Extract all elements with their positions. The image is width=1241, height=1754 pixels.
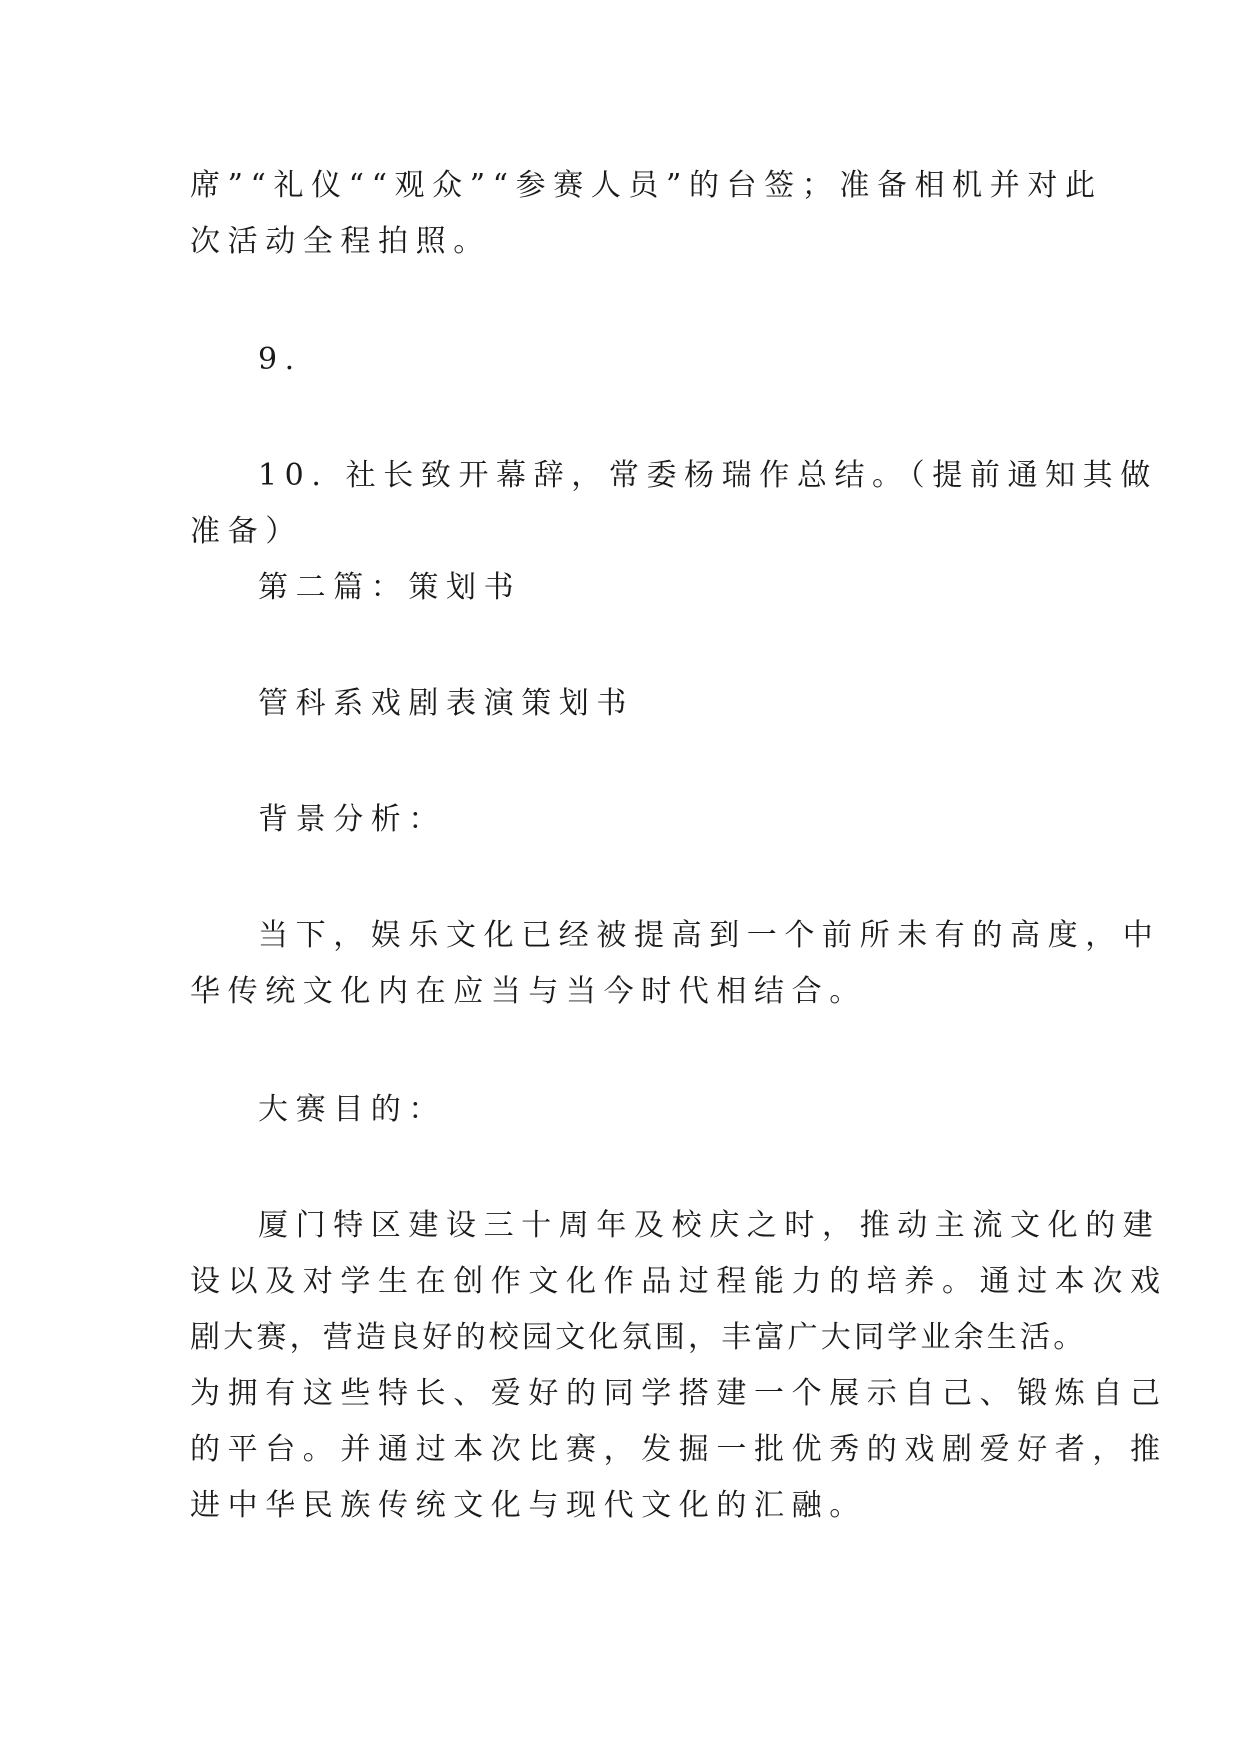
paragraph-7-line-2: 华传统文化内在应当与当今时代相结合。 — [190, 974, 867, 1009]
document-title: 管科系戏剧表演策划书 — [258, 686, 634, 721]
purpose-heading: 大赛目的： — [258, 1092, 446, 1127]
paragraph-9-line-3: 剧大赛，营造良好的校园文化氛围，丰富广大同学业余生活。 — [190, 1320, 1087, 1355]
paragraph-9-line-2: 设以及对学生在创作文化作品过程能力的培养。通过本次戏 — [190, 1264, 1168, 1299]
paragraph-9-line-6: 进中华民族传统文化与现代文化的汇融。 — [190, 1488, 867, 1523]
paragraph-9-line-5: 的平台。并通过本次比赛，发掘一批优秀的戏剧爱好者，推 — [190, 1432, 1168, 1467]
section-heading: 第二篇：策划书 — [258, 570, 522, 605]
paragraph-1-line-1: 席”“礼仪““观众”“参赛人员”的台签；准备相机并对此 — [190, 168, 1103, 203]
paragraph-1-line-2: 次活动全程拍照。 — [190, 224, 491, 259]
paragraph-3-line-2: 准备） — [190, 514, 303, 549]
background-heading: 背景分析： — [258, 802, 446, 837]
paragraph-3-line-1: 10. 社长致开幕辞，常委杨瑞作总结。（提前通知其做 — [258, 458, 1158, 493]
paragraph-7-line-1: 当下，娱乐文化已经被提高到一个前所未有的高度，中 — [258, 918, 1161, 953]
paragraph-2-line-1: 9. — [258, 342, 302, 377]
paragraph-9-line-1: 厦门特区建设三十周年及校庆之时，推动主流文化的建 — [258, 1208, 1161, 1243]
paragraph-9-line-4: 为拥有这些特长、爱好的同学搭建一个展示自己、锻炼自己 — [190, 1376, 1168, 1411]
